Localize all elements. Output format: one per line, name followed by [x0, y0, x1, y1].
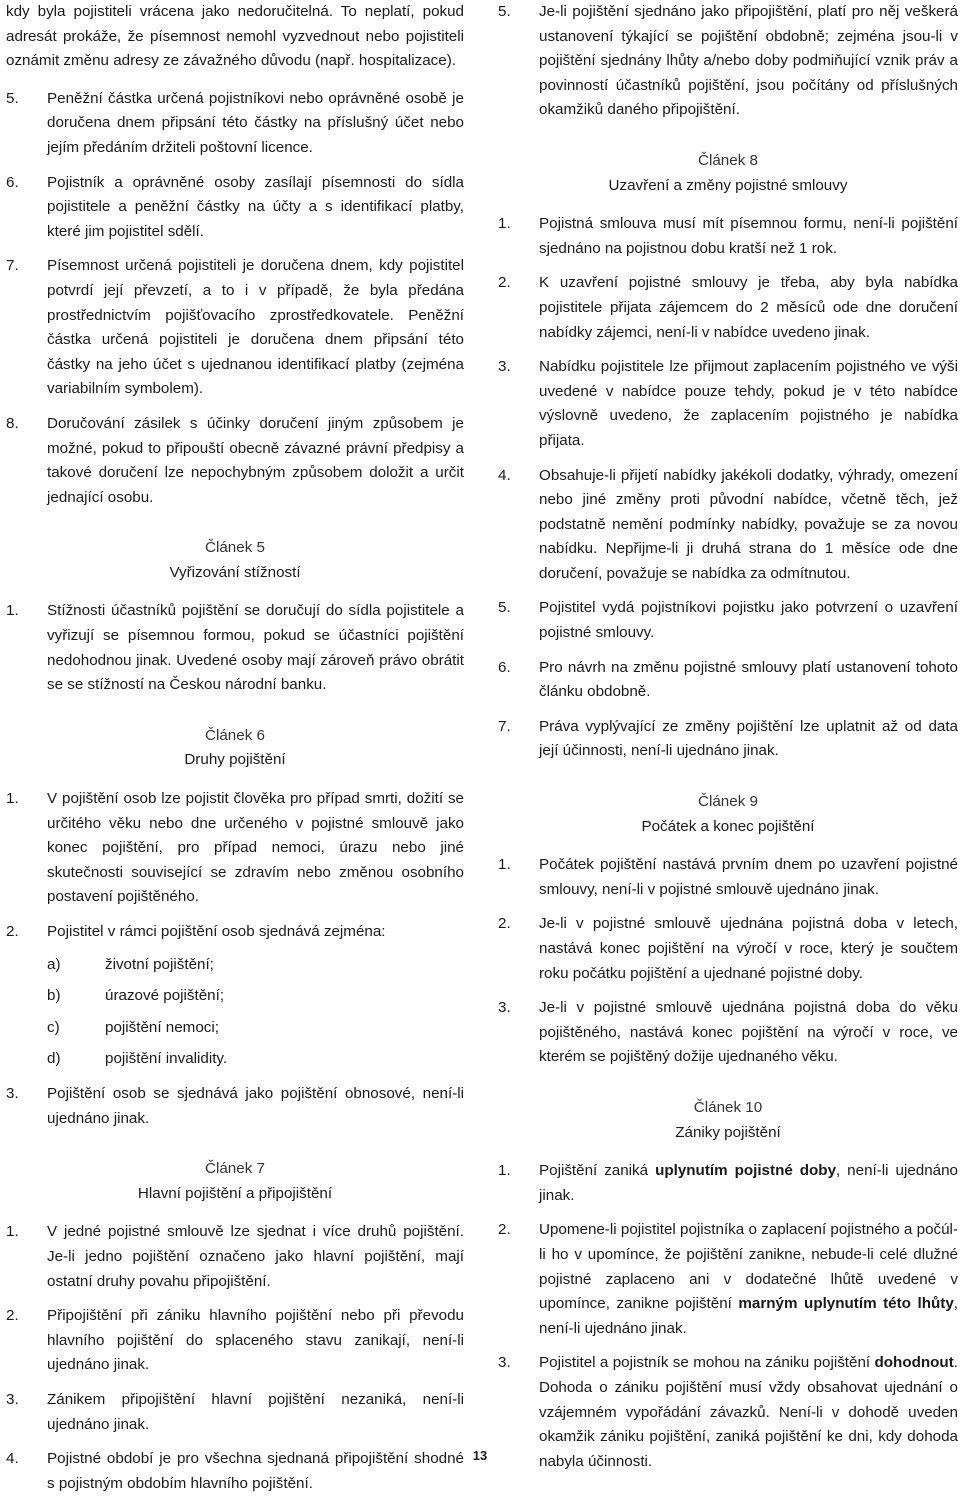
art8-item-1 — [498, 212, 958, 261]
art7-item-3 — [6, 1388, 464, 1437]
item-number: 2. — [498, 1221, 511, 1239]
art4-item-5 — [6, 87, 464, 161]
item-text: Připojištění při zániku hlavního pojištění nebo při převodu hlavního pojištění do splaceného stavu zanikají, není-li ujednáno jinak. — [47, 1307, 464, 1374]
item-text-a: Upomene-li pojistitel pojistníka o zaplacení pojistného a počúl-li ho v upomínce, že pojištění zanikne, nebude-li celé dlužné pojistné zaplaceno ani v dodatečné lhůtě uvedené v upomínce, zanikne pojištění — [539, 1221, 958, 1313]
article-title: Hlavní pojištění a připojištění — [137, 1184, 333, 1202]
item-text: V jedné pojistné smlouvě lze sjednat i více druhů pojištění. Je-li jedno pojištění označeno jako hlavní pojištění, mají ostatní druhy povahu připojištění. — [47, 1223, 464, 1290]
item-text: Pojistitel vydá pojistníkovi pojistku jako potvrzení o uzavření pojistné smlouvy. — [539, 599, 958, 642]
item-text: K uzavření pojistné smlouvy je třeba, aby byla nabídka pojistitele přijata zájemcem do 2 měsíců ode dne doručení nabídky zájemci, není-li v nabídce uvedeno jinak. — [539, 274, 958, 341]
right-column — [498, 0, 958, 1484]
subitem-text: pojištění invalidity. — [105, 1050, 228, 1068]
article-10-heading — [498, 1096, 958, 1145]
item-text: Je-li pojištění sjednáno jako připojištění, platí pro něj veškerá ustanovení týkající se pojištění obdobně; zejména jsou-li v pojištění sjednány lhůty a/nebo doby podmiňující vznik práv a povinností účastníků pojištění, jsou počítány od příslušných okamžiků daného připojištění. — [539, 3, 958, 119]
item-text-c: , není-li ujednáno jinak. — [539, 1295, 958, 1337]
item-number: 2. — [498, 915, 511, 933]
subitem-letter: d) — [47, 1050, 61, 1068]
article-title: Uzavření a změny pojistné smlouvy — [608, 176, 848, 194]
item-text: Je-li v pojistné smlouvě ujednána pojistná doba v letech, nastává konec pojištění na výročí v roce, který je součtem roku počátku pojištění a ujednané pojistné doby. — [539, 915, 958, 982]
item-text: Zánikem připojištění hlavní pojištění nezaniká, není-li ujednáno jinak. — [47, 1390, 464, 1433]
art7-item-1 — [6, 1220, 464, 1294]
item-text: Stížnosti účastníků pojištění se doručují do sídla pojistitele a vyřizují se písemnou formou, pokud se účastníci pojištění nedohodnou jinak. Uvedené osoby mají zároveň právo obrátit se se stížností na Českou národní banku. — [47, 602, 464, 694]
item-number: 5. — [498, 599, 511, 617]
item-text: Pojistné období je pro všechna sjednaná připojištění shodné s pojistným obdobím hlavního pojištění. — [47, 1450, 464, 1492]
art4-item-7 — [6, 254, 464, 402]
article-8-heading — [498, 149, 958, 198]
article-number: Článek 6 — [205, 726, 265, 744]
item-text-c: , není-li ujednáno jinak. — [539, 1162, 958, 1204]
item-text-bold: dohodnout — [874, 1354, 954, 1372]
subitem-letter: c) — [47, 1018, 60, 1036]
item-number: 6. — [498, 658, 511, 676]
item-number: 3. — [498, 358, 511, 376]
art5-item-1 — [6, 599, 464, 697]
item-number: 3. — [498, 999, 511, 1017]
article-number: Článek 9 — [698, 793, 758, 811]
item-number: 3. — [6, 1390, 19, 1408]
subitem-text: úrazové pojištění; — [105, 987, 225, 1005]
subitem-c — [47, 1016, 464, 1041]
left-column — [6, 0, 464, 1506]
article-title: Zániky pojištění — [675, 1123, 781, 1141]
item-number: 2. — [6, 1307, 19, 1325]
art9-item-1 — [498, 853, 958, 902]
item-text: Je-li v pojistné smlouvě ujednána pojistná doba do věku pojištěného, nastává konec pojištění na výročí v roce, ve kterém se pojištěný dožije ujednaného věku. — [539, 999, 958, 1066]
item-text: Pro návrh na změnu pojistné smlouvy platí ustanovení tohoto článku obdobně. — [539, 658, 958, 701]
art6-item-3 — [6, 1082, 464, 1131]
page-number: 13 — [472, 1448, 488, 1463]
art7-item-5 — [498, 0, 958, 123]
item-number: 1. — [498, 856, 511, 874]
subitem-letter: b) — [47, 987, 61, 1005]
item-number: 1. — [498, 1162, 511, 1180]
item-number: 1. — [6, 602, 19, 620]
art9-item-2 — [498, 912, 958, 986]
item-number: 3. — [6, 1084, 19, 1102]
item-text: Práva vyplývající ze změny pojištění lze uplatnit až od data její účinnosti, není-li ujednáno jinak. — [539, 717, 958, 760]
art8-item-6 — [498, 656, 958, 705]
item-text-bold: uplynutím pojistné doby — [655, 1162, 837, 1180]
art10-item-2 — [498, 1218, 958, 1341]
item-text: V pojištění osob lze pojistit člověka pro případ smrti, dožití se určitého věku nebo dne určeného v pojistné smlouvě jako konec pojištění, pro případ nemoci, úrazu nebo jiné skutečnosti související se zdravím nebo změnou osobního postavení pojištěného. — [47, 790, 464, 906]
article-9-heading — [498, 790, 958, 839]
subitem-b — [47, 984, 464, 1009]
item-text: Pojistná smlouva musí mít písemnou formu, není-li pojištění sjednáno na pojistnou dobu kratší než 1 rok. — [539, 215, 958, 257]
subitem-a — [47, 953, 464, 978]
paragraph-continuation: kdy byla pojistiteli vrácena jako nedoručitelná. To neplatí, pokud adresát prokáže, že písemnost nemohl vyzvednout nebo pojistiteli oznámit změnu adresy ze závažného důvodu (např. hospitalizace). — [6, 3, 464, 70]
art9-item-3 — [498, 996, 958, 1070]
item-text-bold: marným uplynutím této lhůty — [738, 1295, 954, 1313]
item-number: 3. — [498, 1354, 511, 1372]
item-number: 5. — [6, 89, 19, 107]
item-number: 7. — [6, 257, 19, 275]
item-text: Obsahuje-li přijetí nabídky jakékoli dodatky, výhrady, omezení nebo jiné změny proti původní nabídce, včetně těch, jež podstatně nemění podmínky nabídky, považuje se za novou nabídku. Nepřijme-li ji druhá strana do 1 měsíce ode dne doručení, považuje se nabídka za odmítnutou. — [539, 466, 958, 582]
art4-item-6 — [6, 171, 464, 245]
item-text: Nabídku pojistitele lze přijmout zaplacením pojistného ve výši uvedené v nabídce pouze tehdy, pokud je v této nabídce výslovně uvedeno, že zaplacením pojistného je nabídka přijata. — [539, 358, 958, 449]
item-number: 4. — [498, 466, 511, 484]
item-number: 2. — [498, 274, 511, 292]
item-number: 5. — [498, 3, 511, 20]
article-title: Druhy pojištění — [184, 751, 286, 769]
item-number: 7. — [498, 717, 511, 735]
subitem-d — [47, 1047, 464, 1072]
subitem-letter: a) — [47, 955, 61, 973]
item-text-a: Pojištění zaniká — [539, 1162, 656, 1180]
item-number: 4. — [6, 1450, 19, 1468]
item-text: Doručování zásilek s účinky doručení jiným způsobem je možné, pokud to připouští obecně závazné právní předpisy a takové doručení lze nepochybným způsobem doložit a určit jednající osobu. — [47, 414, 464, 506]
art4-item-8 — [6, 412, 464, 510]
art8-item-4 — [498, 464, 958, 587]
article-number: Článek 7 — [205, 1160, 265, 1178]
item-text: Počátek pojištění nastává prvním dnem po uzavření pojistné smlouvy, není-li v pojistné smlouvě ujednáno jinak. — [539, 856, 958, 898]
item-number: 1. — [498, 215, 511, 233]
item-text: Pojistník a oprávněné osoby zasílají písemnosti do sídla pojistitele a peněžní částky na účty a s identifikací platby, které jim pojistitel sdělí. — [47, 173, 464, 240]
art7-item-2 — [6, 1304, 464, 1378]
item-number: 6. — [6, 173, 19, 191]
art6-item-2 — [6, 920, 464, 945]
item-number: 1. — [6, 1223, 19, 1241]
article-6-heading — [6, 724, 464, 773]
subitem-text: pojištění nemoci; — [105, 1018, 219, 1036]
item-text: Pojištění osob se sjednává jako pojištění obnosové, není-li ujednáno jinak. — [47, 1084, 464, 1127]
art8-item-5 — [498, 596, 958, 645]
subitem-text: životní pojištění; — [105, 955, 214, 973]
article-7-heading — [6, 1157, 464, 1206]
item-text-c: . Dohoda o zániku pojištění musí vždy obsahovat ujednání o vzájemném vypořádání závazků. Není-li v dohodě uveden okamžik zániku pojištění, zaniká pojištění ke dni, kdy dohoda nabyla účinnosti. — [539, 1354, 958, 1470]
item-text: Pojistitel v rámci pojištění osob sjednává zejména: — [47, 923, 386, 940]
art8-item-2 — [498, 271, 958, 345]
article-number: Článek 8 — [698, 151, 758, 169]
article-title: Vyřizování stížností — [169, 563, 301, 581]
article-number: Článek 10 — [693, 1098, 763, 1116]
item-text-a: Pojistitel a pojistník se mohou na zániku pojištění — [539, 1354, 875, 1372]
article-5-heading — [6, 536, 464, 585]
article-number: Článek 5 — [205, 539, 265, 557]
item-number: 1. — [6, 790, 19, 808]
art8-item-3 — [498, 355, 958, 453]
item-number: 8. — [6, 414, 19, 432]
art6-item-1 — [6, 787, 464, 910]
item-number: 2. — [6, 923, 19, 940]
article-title: Počátek a konec pojištění — [641, 817, 815, 835]
item-text: Peněžní částka určená pojistníkovi nebo oprávněné osobě je doručena dnem připsání této částky na příslušný účet nebo jejím předáním držiteli poštovní licence. — [47, 89, 464, 156]
item-text: Písemnost určená pojistiteli je doručena dnem, kdy pojistitel potvrdí její převzetí, a to i v případě, že byla předána prostřednictvím pojišťovacího zprostředkovatele. Peněžní částka určená pojistiteli je doručena dnem připsání této částky na jeho účet s ujednanou identifikací platby (zejména variabilním symbolem). — [47, 257, 464, 398]
art8-item-7 — [498, 715, 958, 764]
art10-item-1 — [498, 1159, 958, 1208]
